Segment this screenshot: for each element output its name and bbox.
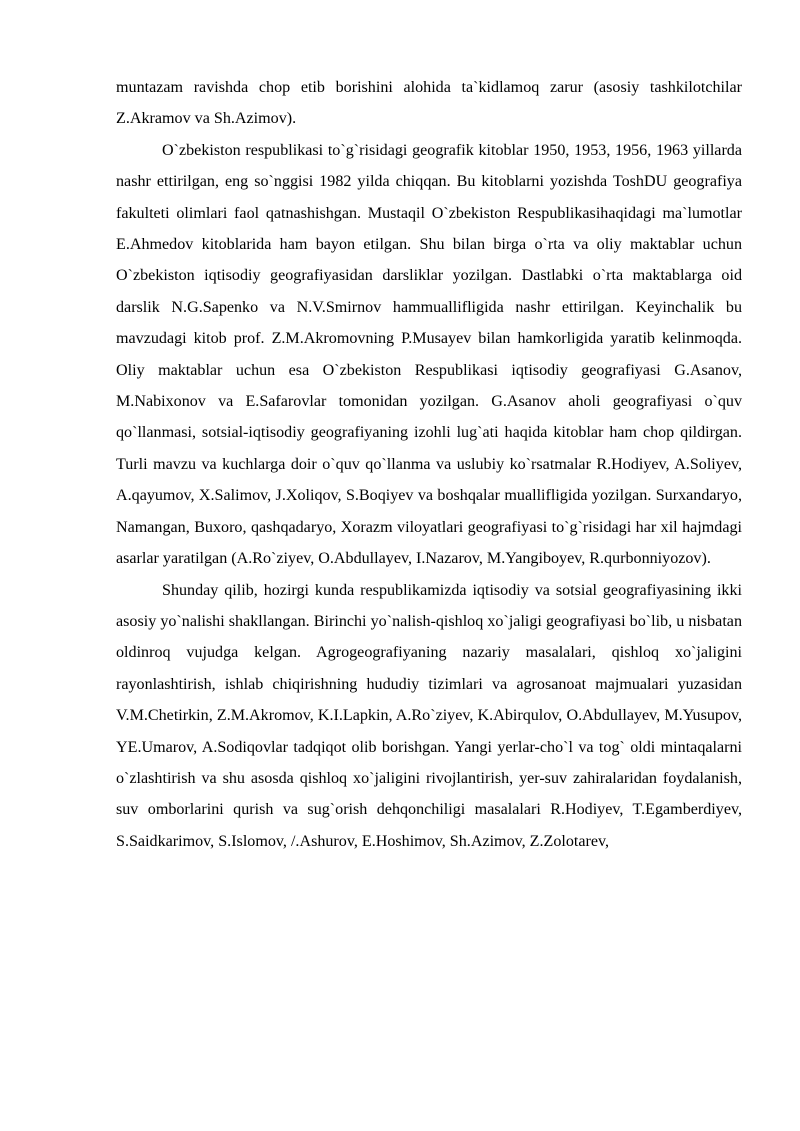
document-page — [116, 72, 742, 857]
paragraph-intro: muntazam ravishda chop etib borishini alohida ta`kidlamoq zarur (asosiy tashkilotchilar Z.Akramov va Sh.Azimov). — [116, 79, 742, 128]
paragraph-geography-books: O`zbekiston respublikasi to`g`risidagi geografik kitoblar 1950, 1953, 1956, 1963 yillarda nashr ettirilgan, eng so`nggisi 1982 yilda chiqqan. Bu kitoblarni yozishda ToshDU geografiya fakulteti olimlari faol qatnashishgan. Mustaqil O`zbekiston Respublikasihaqidagi ma`lumotlar E.Ahmedov kitoblarida ham bayon etilgan. Shu bilan birga o`rta va oliy maktablar uchun O`zbekiston iqtisodiy geografiyasidan darsliklar yozilgan. Dastlabki o`rta maktablarga oid darslik N.G.Sapenko va N.V.Smirnov hammuallifligida nashr ettirilgan. Keyinchalik bu mavzudagi kitob prof. Z.M.Akromovning P.Musayev bilan hamkorligida yaratib kelinmoqda. Oliy maktablar uchun esa O`zbekiston Respublikasi iqtisodiy geografiyasi G.Asanov, M.Nabixonov va E.Safarovlar tomonidan yozilgan. G.Asanov aholi geografiyasi o`quv qo`llanmasi, sotsial-iqtisodiy geografiyaning izohli lug`ati haqida kitoblar ham chop qildirgan. Turli mavzu va kuchlarga doir o`quv qo`llanma va uslubiy ko`rsatmalar R.Hodiyev, A.Soliyev, A.qayumov, X.Salimov, J.Xoliqov, S.Boqiyev va boshqalar muallifligida yozilgan. Surxandaryo, Namangan, Buxoro, qashqadaryo, Xorazm viloyatlari geografiyasi to`g`risidagi har xil hajmdagi asarlar yaratilgan (A.Ro`ziyev, O.Abdullayev, I.Nazarov, M.Yangiboyev, R.qurbonniyozov). — [116, 141, 742, 568]
paragraph-research-directions: Shunday qilib, hozirgi kunda respublikamizda iqtisodiy va sotsial geografiyasining ikki asosiy yo`nalishi shakllangan. Birinchi yo`nalish-qishloq xo`jaligi geografiyasi bo`lib, u nisbatan oldinroq vujudga kelgan. Agrogeografiyaning nazariy masalalari, qishloq xo`jaligini rayonlashtirish, ishlab chiqirishning hududiy tizimlari va agrosanoat majmualari yuzasidan V.M.Chetirkin, Z.M.Akromov, K.I.Lapkin, A.Ro`ziyev, K.Abirqulov, O.Abdullayev, M.Yusupov, YE.Umarov, A.Sodiqovlar tadqiqot olib borishgan. Yangi yerlar-cho`l va tog` oldi mintaqalarni o`zlashtirish va shu asosda qishloq xo`jaligini rivojlantirish, yer-suv zahiralaridan foydalanish, suv omborlarini qurish va sug`orish dehqonchiligi masalalari R.Hodiyev, T.Egamberdiyev, S.Saidkarimov, S.Islomov, /.Ashurov, E.Hoshimov, Sh.Azimov, Z.Zolotarev, — [116, 581, 742, 850]
